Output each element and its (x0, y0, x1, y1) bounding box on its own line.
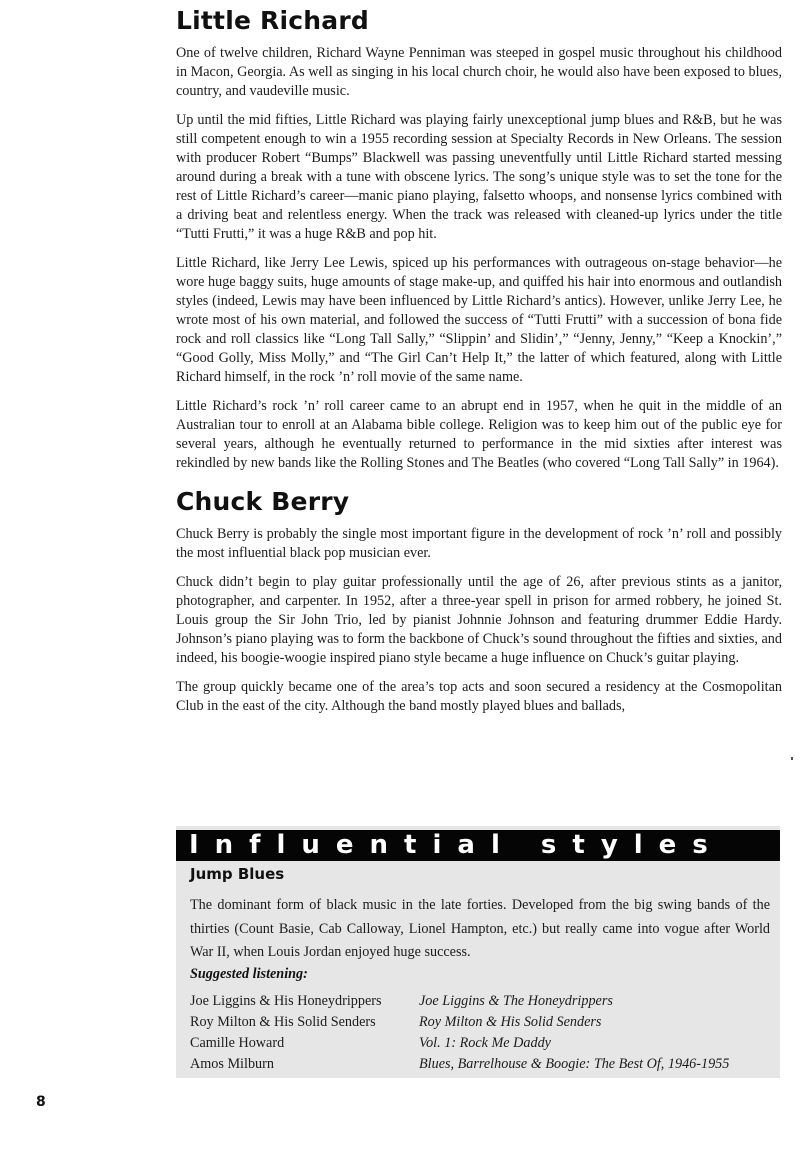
section-heading-little-richard: Little Richard (176, 6, 369, 35)
print-speck (791, 757, 793, 760)
paragraph: Chuck Berry is probably the single most important figure in the development of rock ’n’ roll and possibly the most influential black pop musician ever. (176, 526, 782, 561)
sidebar-banner: Influential styles (176, 830, 780, 861)
listening-row (190, 1033, 729, 1054)
style-title: Jump Blues (190, 865, 285, 883)
page-number: 8 (36, 1094, 46, 1110)
artist-name: Roy Milton & His Solid Senders (190, 1014, 376, 1030)
paragraph: Up until the mid fifties, Little Richard was playing fairly unexceptional jump blues and R&B, but he was still competent enough to win a 1955 recording session at Specialty Records in New Orleans. The session with producer Robert “Bumps” Blackwell was passing uneventfully until Little Richard started messing around during a break with a tune with obscene lyrics. The song’s unique style was to set the tone for the rest of Little Richard’s career—manic piano playing, falsetto whoops, and nonsense lyrics combined with a driving beat and relentless energy. When the track was released with cleaned-up lyrics under the title “Tutti Frutti,” it was a huge R&B and pop hit. (176, 112, 782, 242)
album-title: Roy Milton & His Solid Senders (419, 1014, 602, 1030)
style-description: The dominant form of black music in the late forties. Developed from the big swing bands of the thirties (Count Basie, Cab Calloway, Lionel Hampton, etc.) but really came into vogue after World War II, when Louis Jordan enjoyed huge success. (190, 897, 770, 960)
paragraph: The group quickly became one of the area’s top acts and soon secured a residency at the Cosmopolitan Club in the east of the city. Although the band mostly played blues and ballads, (176, 679, 782, 714)
influential-styles-sidebar (176, 826, 780, 1078)
artist-name: Joe Liggins & His Honeydrippers (190, 993, 382, 1009)
main-column (176, 6, 782, 726)
album-title: Blues, Barrelhouse & Boogie: The Best Of, 1946-1955 (419, 1056, 730, 1072)
listening-row (190, 1012, 729, 1033)
album-title: Joe Liggins & The Honeydrippers (419, 993, 613, 1009)
listening-row (190, 1054, 729, 1075)
suggested-listening-table (190, 991, 729, 1075)
artist-name: Amos Milburn (190, 1056, 274, 1072)
suggested-listening-heading: Suggested listening: (190, 966, 308, 982)
paragraph: Chuck didn’t begin to play guitar professionally until the age of 26, after previous stints as a janitor, photographer, and carpenter. In 1952, after a three-year spell in prison for armed robbery, he joined St. Louis group the Sir John Trio, led by pianist Johnnie Johnson and featuring drummer Eddie Hardy. Johnson’s piano playing was to form the backbone of Chuck’s sound throughout the fifties and sixties, and indeed, his boogie-woogie inspired piano style became a huge influence on Chuck’s guitar playing. (176, 574, 782, 666)
listening-row (190, 991, 729, 1012)
album-title: Vol. 1: Rock Me Daddy (419, 1035, 551, 1051)
section-heading-chuck-berry: Chuck Berry (176, 487, 350, 516)
paragraph: One of twelve children, Richard Wayne Penniman was steeped in gospel music throughout his childhood in Macon, Georgia. As well as singing in his local church choir, he would also have been exposed to blues, country, and vaudeville music. (176, 45, 782, 99)
paragraph: Little Richard’s rock ’n’ roll career came to an abrupt end in 1957, when he quit in the middle of an Australian tour to enroll at an Alabama bible college. Religion was to keep him out of the public eye for several years, although he eventually returned to performance in the mid sixties after interest was rekindled by new bands like the Rolling Stones and The Beatles (who covered “Long Tall Sally” in 1964). (176, 398, 782, 471)
paragraph: Little Richard, like Jerry Lee Lewis, spiced up his performances with outrageous on-stage behavior—he wore huge baggy suits, huge amounts of stage make-up, and quiffed his hair into enormous and outlandish styles (indeed, Lewis may have been influenced by Little Richard’s antics). However, unlike Jerry Lee, he wrote most of his own material, and followed the success of “Tutti Frutti” with a succession of bona fide rock and roll classics like “Long Tall Sally,” “Slippin’ and Slidin’,” “Jenny, Jenny,” “Keep a Knockin’,” “Good Golly, Miss Molly,” and “The Girl Can’t Help It,” the latter of which featured, along with Little Richard himself, in the rock ’n’ roll movie of the same name. (176, 255, 782, 385)
artist-name: Camille Howard (190, 1035, 285, 1051)
